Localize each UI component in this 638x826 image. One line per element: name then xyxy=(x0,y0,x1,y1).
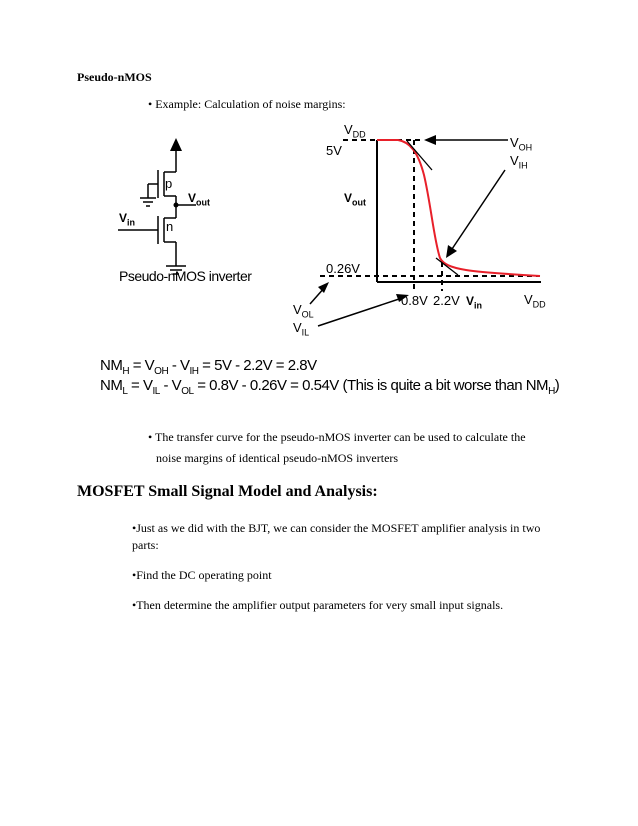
vol-main: V xyxy=(293,302,302,317)
eq-sub: H xyxy=(122,366,130,377)
eq-part: NM xyxy=(100,357,123,374)
vih-label xyxy=(510,153,528,171)
026v-label: 0.26V xyxy=(326,261,360,276)
transfer-bullet-line1: The transfer curve for the pseudo-nMOS inverter can be used to calculate the xyxy=(155,430,526,444)
vih-arrowhead-icon xyxy=(446,245,457,258)
eq-sub: OH xyxy=(154,366,169,377)
vdd-main: V xyxy=(344,122,353,137)
vol-arrowhead-icon xyxy=(318,282,329,293)
voh-arrowhead-icon xyxy=(424,135,436,145)
vdd-arrow-icon xyxy=(170,138,182,151)
paragraph-1: •Just as we did with the BJT, we can consider the MOSFET amplifier analysis in two parts: xyxy=(132,521,541,552)
x-vdd-main: V xyxy=(524,292,533,307)
eq-sub: H xyxy=(548,386,555,397)
x-vdd-sub: DD xyxy=(532,299,546,310)
vol-sub: OL xyxy=(301,309,314,320)
eq-part: = 0.8V - 0.26V = 0.54V (This is quite a bit worse than NM xyxy=(193,377,549,394)
y-axis-vout-label xyxy=(344,191,366,207)
vout-main: V xyxy=(188,191,197,205)
vih-arrow xyxy=(450,170,505,252)
vil-tangent-mark xyxy=(407,141,432,170)
x-08v-label: 0.8V xyxy=(401,293,428,308)
eq-sub: IL xyxy=(152,386,160,397)
vdd-top-label xyxy=(344,122,366,140)
y-vout-main: V xyxy=(344,191,353,205)
vih-main: V xyxy=(510,153,519,168)
vin-sub: in xyxy=(127,217,136,228)
output-node-dot xyxy=(174,203,179,208)
circuit-schematic xyxy=(118,138,196,274)
pmos-label: p xyxy=(165,176,173,191)
pseudo-nmos-figure xyxy=(0,0,638,400)
voh-sub: OH xyxy=(518,142,533,153)
eq-sub: L xyxy=(122,386,128,397)
section-title: MOSFET Small Signal Model and Analysis: xyxy=(77,483,378,500)
eq-part: = V xyxy=(127,377,153,394)
eq-part: - V xyxy=(168,357,190,374)
eq-sub: IH xyxy=(189,366,199,377)
vil-arrow xyxy=(318,298,402,326)
vout-sub: out xyxy=(196,197,211,208)
vdd-sub: DD xyxy=(352,129,366,140)
voh-label xyxy=(510,135,532,153)
x-vdd-label xyxy=(524,292,546,310)
paragraph-2: •Find the DC operating point xyxy=(132,568,272,582)
paragraph-3: •Then determine the amplifier output parameters for very small input signals. xyxy=(132,598,504,612)
vil-label xyxy=(293,320,309,338)
circuit-vin-label xyxy=(119,211,135,227)
eq-part: NM xyxy=(100,377,123,394)
page-title: Pseudo-nMOS xyxy=(77,70,152,84)
eq-part: ) xyxy=(554,377,560,394)
vin-main: V xyxy=(119,211,128,225)
y-vout-sub: out xyxy=(352,197,367,208)
voh-main: V xyxy=(510,135,519,150)
nmos-label: n xyxy=(166,219,174,234)
x-22v-label: 2.2V xyxy=(433,293,460,308)
5v-label: 5V xyxy=(326,143,342,158)
eq-sub: OL xyxy=(181,386,194,397)
x-axis-vin-label xyxy=(466,294,482,310)
bullet-glyph: • xyxy=(148,430,153,444)
vil-main: V xyxy=(293,320,302,335)
vol-label xyxy=(293,302,314,320)
nml-equation xyxy=(100,377,559,397)
bullet-glyph: • xyxy=(148,97,153,111)
circuit-vout-label xyxy=(188,191,210,207)
nmh-equation xyxy=(100,357,317,377)
example-bullet-text: Example: Calculation of noise margins: xyxy=(155,97,346,111)
transfer-bullet xyxy=(148,427,588,469)
vil-sub: IL xyxy=(301,327,310,338)
transfer-bullet-line2: noise margins of identical pseudo-nMOS inverters xyxy=(156,451,399,465)
vih-sub: IH xyxy=(518,160,528,171)
circuit-caption: Pseudo-nMOS inverter xyxy=(119,268,252,284)
x-vin-main: V xyxy=(466,294,475,308)
eq-part: = V xyxy=(129,357,155,374)
eq-part: = 5V - 2.2V = 2.8V xyxy=(198,357,317,374)
x-vin-sub: in xyxy=(474,300,483,311)
eq-part: - V xyxy=(159,377,182,394)
